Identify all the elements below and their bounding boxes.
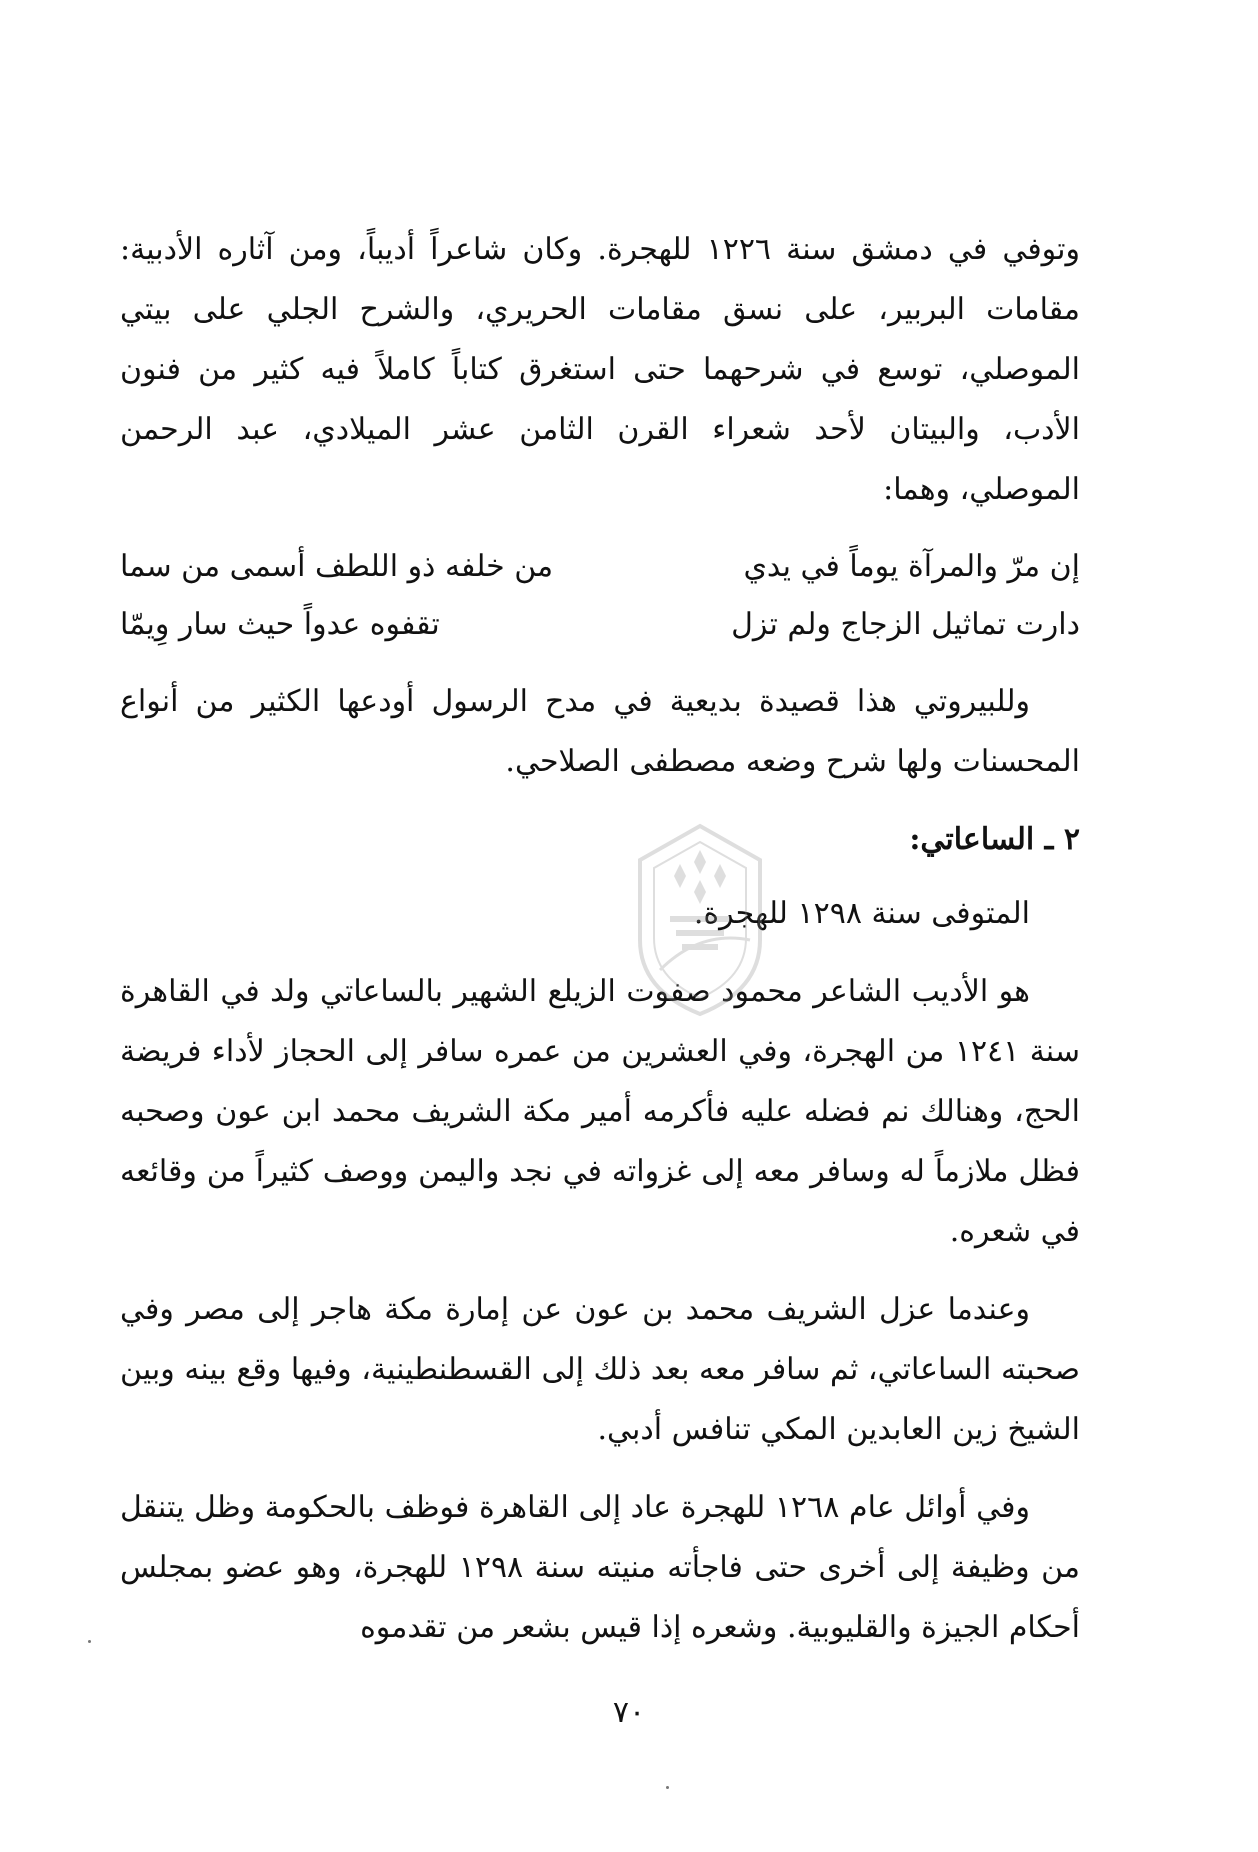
verse-line-2 — [120, 596, 1080, 654]
paragraph-cairo: وفي أوائل عام ١٢٦٨ للهجرة عاد إلى القاهرة فوظف بالحكومة وظل يتنقل من وظيفة إلى أخرى حتى فاجأته منيته سنة ١٢٩٨ للهجرة، وهو عضو بمجلس أحكام الجيزة والقليوبية. وشعره إذا قيس بشعر من تقدموه — [120, 1490, 1080, 1645]
poem-block — [120, 538, 1080, 654]
verse-2-second-hemistich: تقفوه عدواً حيث سار وِيمّا — [120, 607, 440, 642]
verse-line-1 — [120, 538, 1080, 596]
paragraph-constantinople: وعندما عزل الشريف محمد بن عون عن إمارة مكة هاجر إلى مصر وفي صحبته الساعاتي، ثم سافر معه بعد ذلك إلى القسطنطينية، وفيها وقع بينه وبين الشيخ زين العابدين المكي تنافس أدبي. — [120, 1292, 1080, 1447]
page-number: ٧٠ — [612, 1695, 646, 1730]
scan-speck — [88, 1640, 91, 1643]
verse-1-first-hemistich: إن مرّ والمرآة يوماً في يدي — [743, 549, 1080, 584]
verse-2-first-hemistich: دارت تماثيل الزجاج ولم تزل — [731, 607, 1080, 642]
section-heading: ٢ ـ الساعاتي: — [909, 822, 1080, 857]
paragraph-intro: وتوفي في دمشق سنة ١٢٢٦ للهجرة. وكان شاعراً أديباً، ومن آثاره الأدبية: مقامات البربير، على نسق مقامات الحريري، والشرح الجلي على بيتي الموصلي، توسع في شرحهما حتى استغرق كتاباً كاملاً فيه كثير من فنون الأدب، والبيتان لأحد شعراء القرن الثامن عشر الميلادي، عبد الرحمن الموصلي، وهما: — [120, 232, 1080, 507]
page-body — [120, 220, 1080, 1676]
paragraph-beiruti: وللبيروتي هذا قصيدة بديعية في مدح الرسول أودعها الكثير من أنواع المحسنات ولها شرح وضعه مصطفى الصلاحي. — [120, 684, 1080, 779]
paragraph-biography: هو الأديب الشاعر محمود صفوت الزيلع الشهير بالساعاتي ولد في القاهرة سنة ١٢٤١ من الهجرة، وفي العشرين من عمره سافر إلى الحجاز لأداء فريضة الحج، وهنالك نم فضله عليه فأكرمه أمير مكة الشريف محمد ابن عون وصحبه فظل ملازماً له وسافر معه إلى غزواته في نجد واليمن ووصف كثيراً من وقائعه في شعره. — [120, 974, 1080, 1249]
library-seal-watermark — [620, 820, 780, 1020]
section-subheading: المتوفى سنة ١٢٩٨ للهجرة. — [693, 896, 1030, 931]
verse-1-second-hemistich: من خلفه ذو اللطف أسمى من سما — [120, 549, 554, 584]
scan-speck — [666, 1786, 669, 1789]
